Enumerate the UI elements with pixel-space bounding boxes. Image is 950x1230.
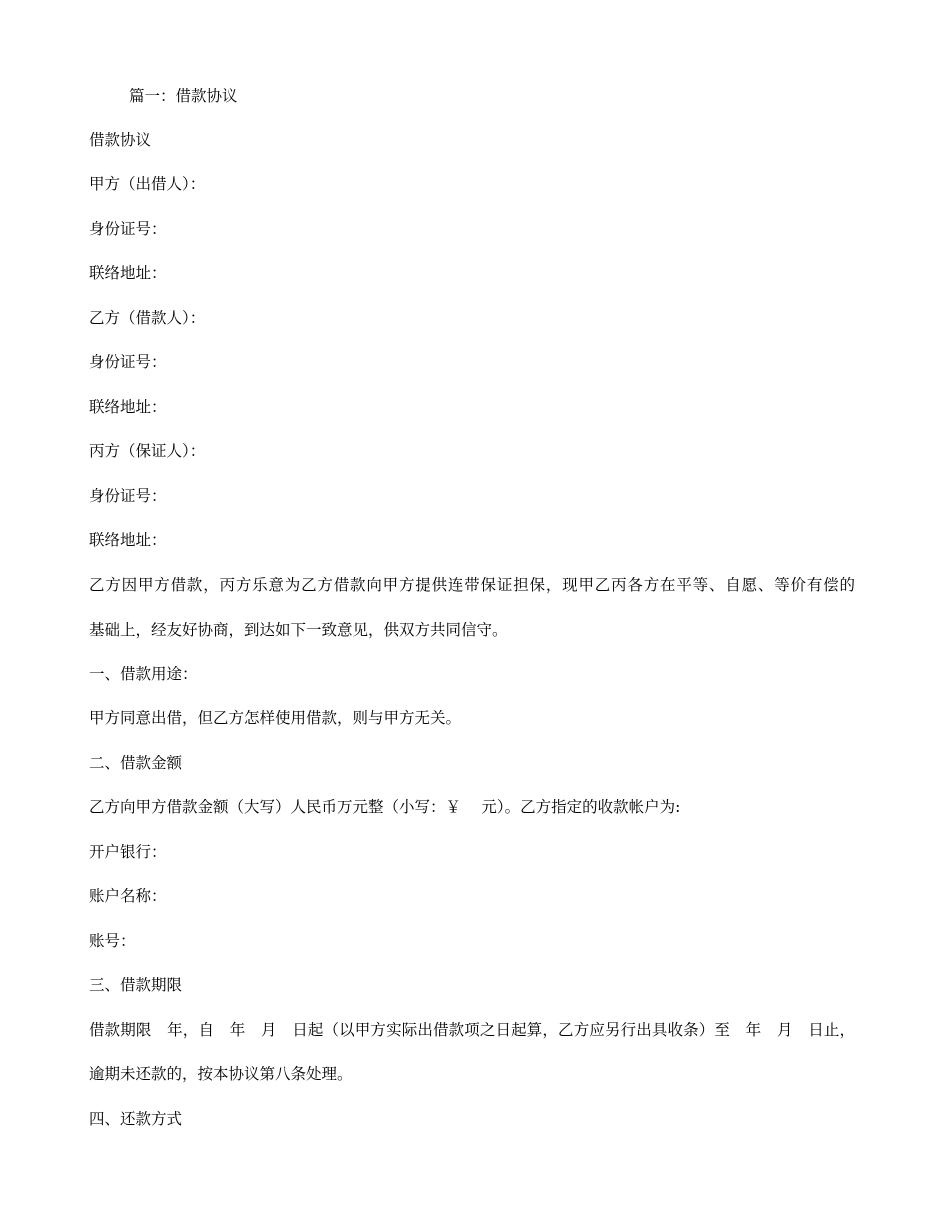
party-b-address-label: 联络地址： bbox=[89, 398, 167, 416]
account-name-label: 账户名称： bbox=[89, 887, 167, 905]
preamble-line-2: 基础上，经友好协商，到达如下一致意见，供双方共同信守。 bbox=[89, 621, 508, 639]
chapter-heading: 篇一：借款协议 bbox=[129, 87, 238, 105]
section-4-heading: 四、还款方式 bbox=[89, 1110, 183, 1128]
party-c-address-label: 联络地址： bbox=[89, 531, 167, 549]
bank-label: 开户银行： bbox=[89, 843, 167, 861]
section-3-line-1: 借款期限 年，自 年 月 日起（以甲方实际出借款项之日起算，乙方应另行出具收条）至 年 月 日止， bbox=[89, 1021, 855, 1039]
section-2-body: 乙方向甲方借款金额（大写）人民币万元整（小写：￥ 元）。乙方指定的收款帐户为: bbox=[89, 798, 681, 816]
party-a-label: 甲方（出借人）： bbox=[89, 175, 206, 193]
account-number-label: 账号： bbox=[89, 932, 136, 950]
section-3-line-2: 逾期未还款的，按本协议第八条处理。 bbox=[89, 1065, 353, 1083]
party-c-label: 丙方（保证人）： bbox=[89, 442, 206, 460]
party-c-id-label: 身份证号： bbox=[89, 487, 167, 505]
party-b-label: 乙方（借款人）： bbox=[89, 309, 206, 327]
party-b-id-label: 身份证号： bbox=[89, 353, 167, 371]
document-title: 借款协议 bbox=[89, 131, 152, 149]
section-3-heading: 三、借款期限 bbox=[89, 976, 183, 994]
party-a-id-label: 身份证号： bbox=[89, 220, 167, 238]
section-1-body: 甲方同意出借，但乙方怎样使用借款，则与甲方无关。 bbox=[89, 709, 462, 727]
section-1-heading: 一、借款用途： bbox=[89, 665, 198, 683]
preamble-line-1: 乙方因甲方借款，丙方乐意为乙方借款向甲方提供连带保证担保，现甲乙丙各方在平等、自愿、等价有偿的 bbox=[89, 576, 855, 594]
section-2-heading: 二、借款金额 bbox=[89, 754, 183, 772]
party-a-address-label: 联络地址： bbox=[89, 264, 167, 282]
